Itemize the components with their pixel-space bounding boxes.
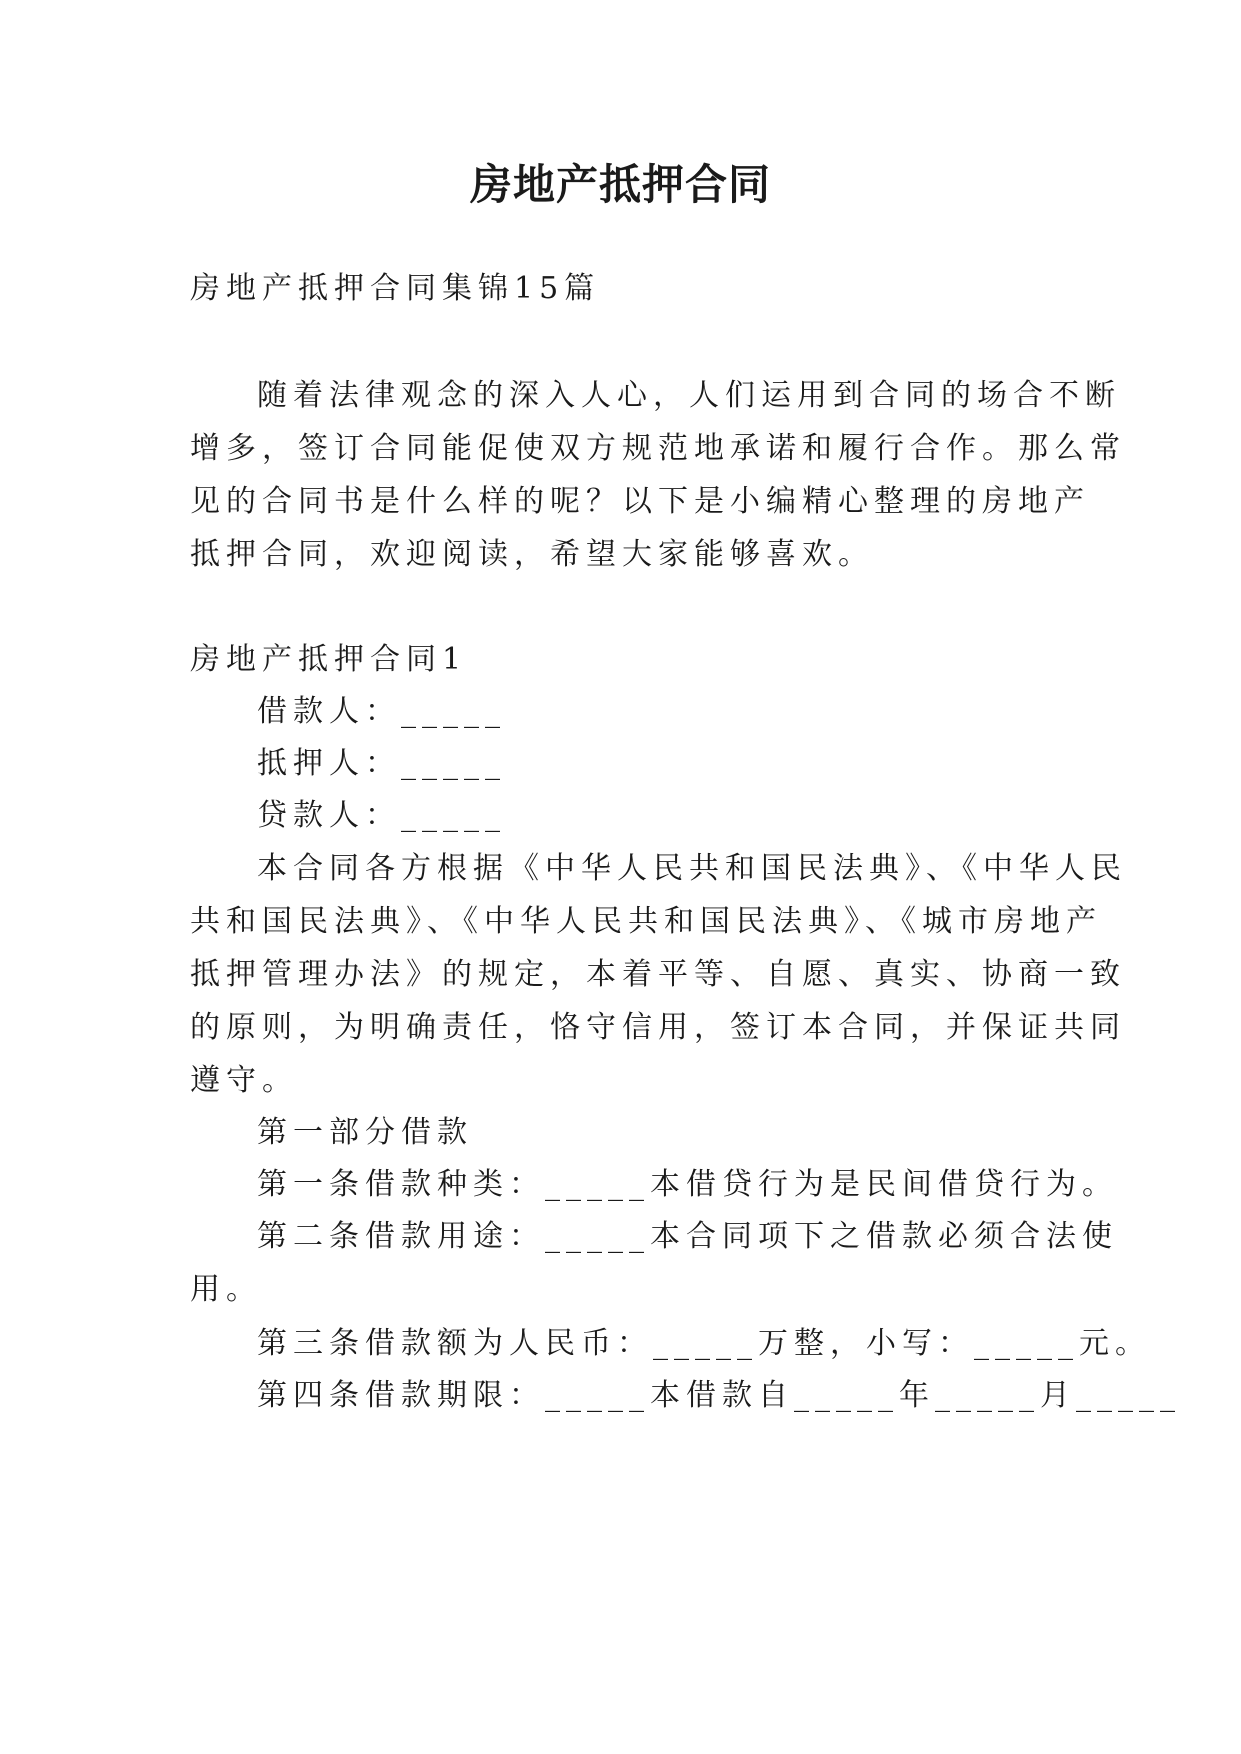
article-line: 第四条借款期限：_____本借款自_____年_____月_____ (257, 1378, 1181, 1413)
part-heading: 第一部分借款 (257, 1115, 473, 1150)
article-line: 第二条借款用途：_____本合同项下之借款必须合法使 (257, 1219, 1118, 1254)
section-heading: 房地产抵押合同1 (190, 642, 468, 677)
article-line: 第三条借款额为人民币：_____万整，小写：_____元。 (257, 1326, 1151, 1361)
preamble-line: 共和国民法典》、《中华人民共和国民法典》、《城市房地产 (190, 904, 1102, 939)
preamble-line: 遵守。 (190, 1063, 298, 1098)
preamble-line: 的原则，为明确责任，恪守信用，签订本合同，并保证共同 (190, 1010, 1126, 1045)
document-subtitle: 房地产抵押合同集锦15篇 (190, 271, 601, 306)
preamble-line: 本合同各方根据《中华人民共和国民法典》、《中华人民 (257, 851, 1127, 886)
article-line: 第一条借款种类：_____本借贷行为是民间借贷行为。 (257, 1167, 1118, 1202)
intro-line: 增多，签订合同能促使双方规范地承诺和履行合作。那么常 (190, 431, 1126, 466)
preamble-line: 抵押管理办法》的规定，本着平等、自愿、真实、协商一致 (190, 957, 1126, 992)
party-lender: 贷款人：_____ (257, 798, 506, 833)
intro-line: 见的合同书是什么样的呢？以下是小编精心整理的房地产 (190, 484, 1090, 519)
intro-line: 随着法律观念的深入人心，人们运用到合同的场合不断 (257, 378, 1121, 413)
intro-line: 抵押合同，欢迎阅读，希望大家能够喜欢。 (190, 537, 874, 572)
party-mortgagor: 抵押人：_____ (257, 746, 506, 781)
article-line: 用。 (190, 1272, 262, 1307)
document-title: 房地产抵押合同 (469, 160, 771, 209)
party-borrower: 借款人：_____ (257, 694, 506, 729)
